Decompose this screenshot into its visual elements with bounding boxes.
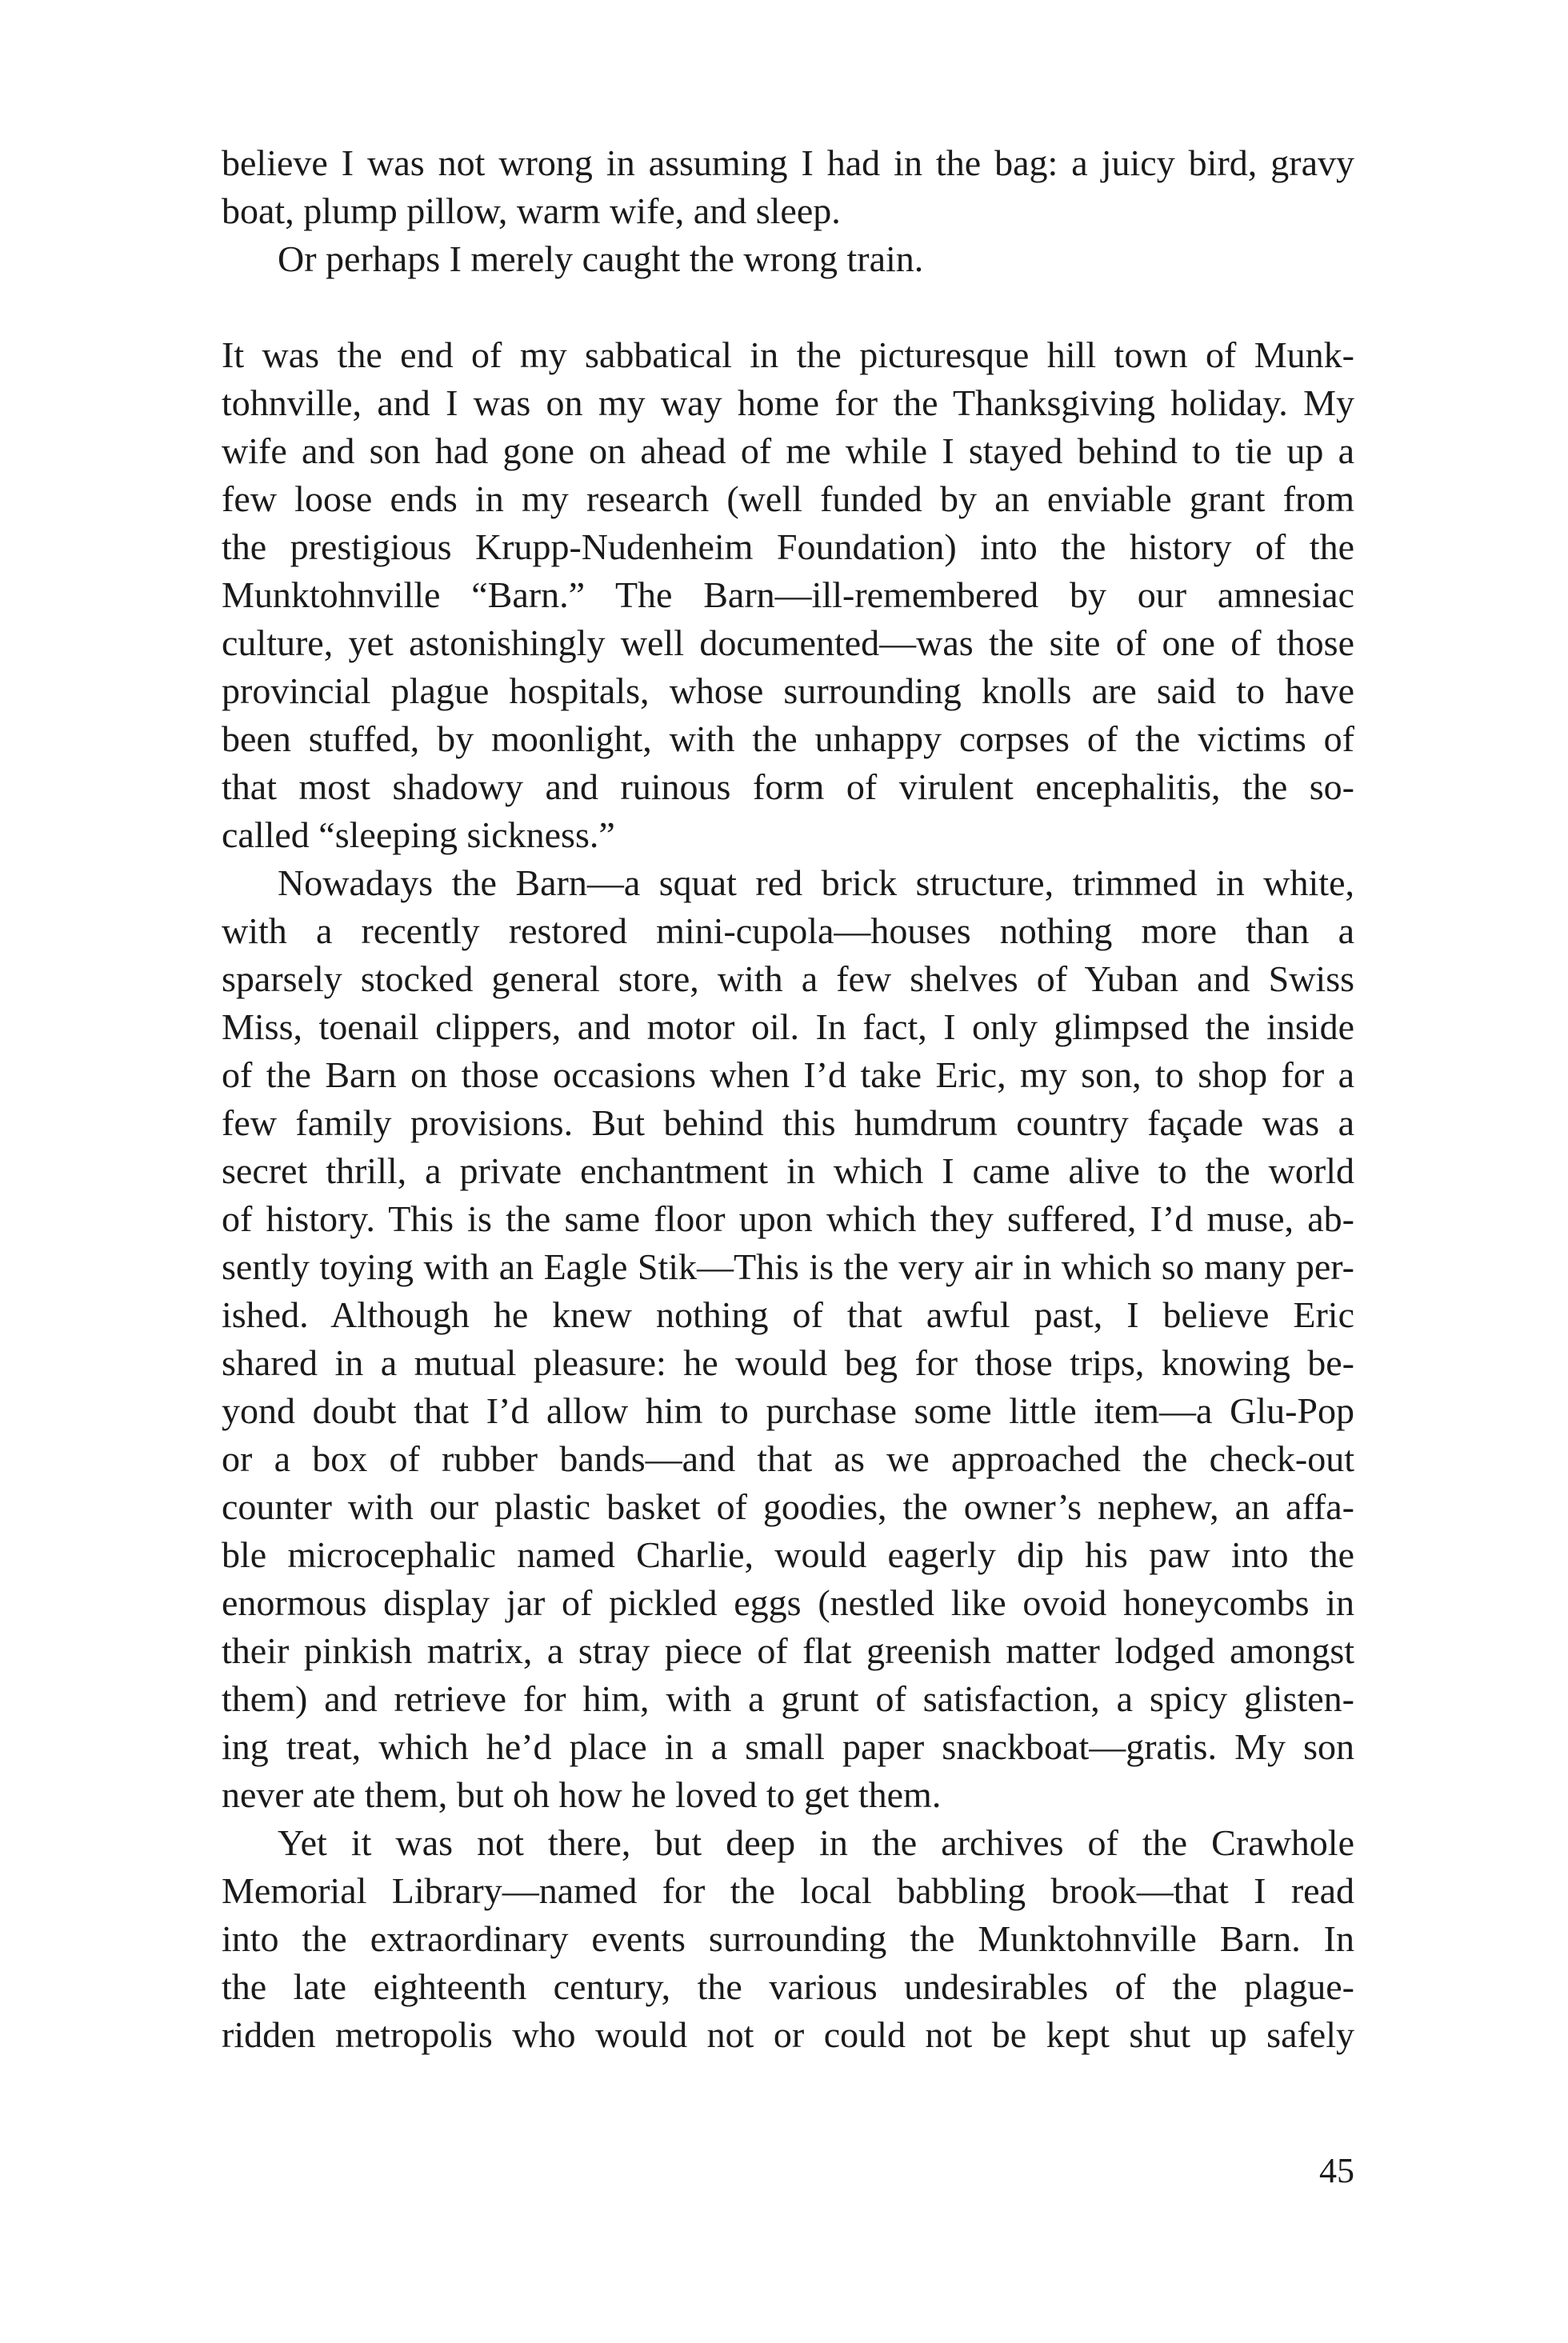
text-line-18: Miss, toenail clippers, and motor oil. In fact, I only glimpsed the inside: [222, 1006, 1354, 1047]
text-line-23: sently toying with an Eagle Stik—This is the very air in which so many per-: [222, 1246, 1354, 1287]
text-line-19: of the Barn on those occasions when I’d take Eric, my son, to shop for a: [222, 1054, 1354, 1095]
text-line-17: sparsely stocked general store, with a few shelves of Yuban and Swiss: [222, 958, 1354, 999]
text-line-13: that most shadowy and ruinous form of virulent encephalitis, the so-: [222, 766, 1354, 807]
text-line-33: ing treat, which he’d place in a small paper snackboat—gratis. My son: [222, 1726, 1354, 1767]
text-line-38: the late eighteenth century, the various undesirables of the plague-: [222, 1966, 1354, 2007]
text-line-37: into the extraordinary events surrounding the Munktohnville Barn. In: [222, 1918, 1354, 1959]
text-line-5: tohnville, and I was on my way home for the Thanksgiving holiday. My: [222, 382, 1354, 423]
text-line-1: believe I was not wrong in assuming I had in the bag: a juicy bird, gravy: [222, 142, 1354, 183]
text-line-30: enormous display jar of pickled eggs (nestled like ovoid honeycombs in: [222, 1582, 1354, 1623]
text-line-39: ridden metropolis who would not or could not be kept shut up safely: [222, 2014, 1354, 2055]
text-line-35: Yet it was not there, but deep in the archives of the Crawhole: [278, 1822, 1354, 1863]
text-line-11: provincial plague hospitals, whose surrounding knolls are said to have: [222, 670, 1354, 711]
text-line-12: been stuffed, by moonlight, with the unhappy corpses of the victims of: [222, 718, 1354, 759]
text-line-28: counter with our plastic basket of goodies, the owner’s nephew, an affa-: [222, 1486, 1354, 1527]
text-line-10: culture, yet astonishingly well documented—was the site of one of those: [222, 622, 1354, 663]
body-text: [222, 139, 1354, 2059]
text-line-14: called “sleeping sickness.”: [222, 814, 615, 855]
text-line-34: never ate them, but oh how he loved to get them.: [222, 1774, 942, 1815]
text-line-8: the prestigious Krupp-Nudenheim Foundation) into the history of the: [222, 526, 1354, 567]
text-line-3: Or perhaps I merely caught the wrong train.: [278, 238, 924, 279]
text-line-24: ished. Although he knew nothing of that awful past, I believe Eric: [222, 1294, 1354, 1335]
text-line-31: their pinkish matrix, a stray piece of flat greenish matter lodged amongst: [222, 1630, 1354, 1671]
text-line-4: It was the end of my sabbatical in the picturesque hill town of Munk-: [222, 334, 1354, 375]
page-number: 45: [1319, 2151, 1354, 2190]
text-line-16: with a recently restored mini-cupola—houses nothing more than a: [222, 910, 1354, 951]
text-line-36: Memorial Library—named for the local babbling brook—that I read: [222, 1870, 1354, 1911]
text-line-22: of history. This is the same floor upon which they suffered, I’d muse, ab-: [222, 1198, 1354, 1239]
text-line-20: few family provisions. But behind this humdrum country façade was a: [222, 1102, 1354, 1143]
text-line-32: them) and retrieve for him, with a grunt of satisfaction, a spicy glisten-: [222, 1678, 1354, 1719]
text-line-26: yond doubt that I’d allow him to purchase some little item—a Glu-Pop: [222, 1390, 1354, 1431]
text-line-6: wife and son had gone on ahead of me while I stayed behind to tie up a: [222, 430, 1354, 471]
text-line-21: secret thrill, a private enchantment in which I came alive to the world: [222, 1150, 1354, 1191]
text-line-25: shared in a mutual pleasure: he would beg for those trips, knowing be-: [222, 1342, 1354, 1383]
text-line-9: Munktohnville “Barn.” The Barn—ill-remembered by our amnesiac: [222, 574, 1354, 615]
text-line-15: Nowadays the Barn—a squat red brick structure, trimmed in white,: [278, 862, 1354, 903]
text-line-27: or a box of rubber bands—and that as we approached the check-out: [222, 1438, 1354, 1479]
text-line-7: few loose ends in my research (well funded by an enviable grant from: [222, 478, 1354, 519]
text-line-29: ble microcephalic named Charlie, would eagerly dip his paw into the: [222, 1534, 1354, 1575]
text-line-2: boat, plump pillow, warm wife, and sleep.: [222, 190, 841, 231]
